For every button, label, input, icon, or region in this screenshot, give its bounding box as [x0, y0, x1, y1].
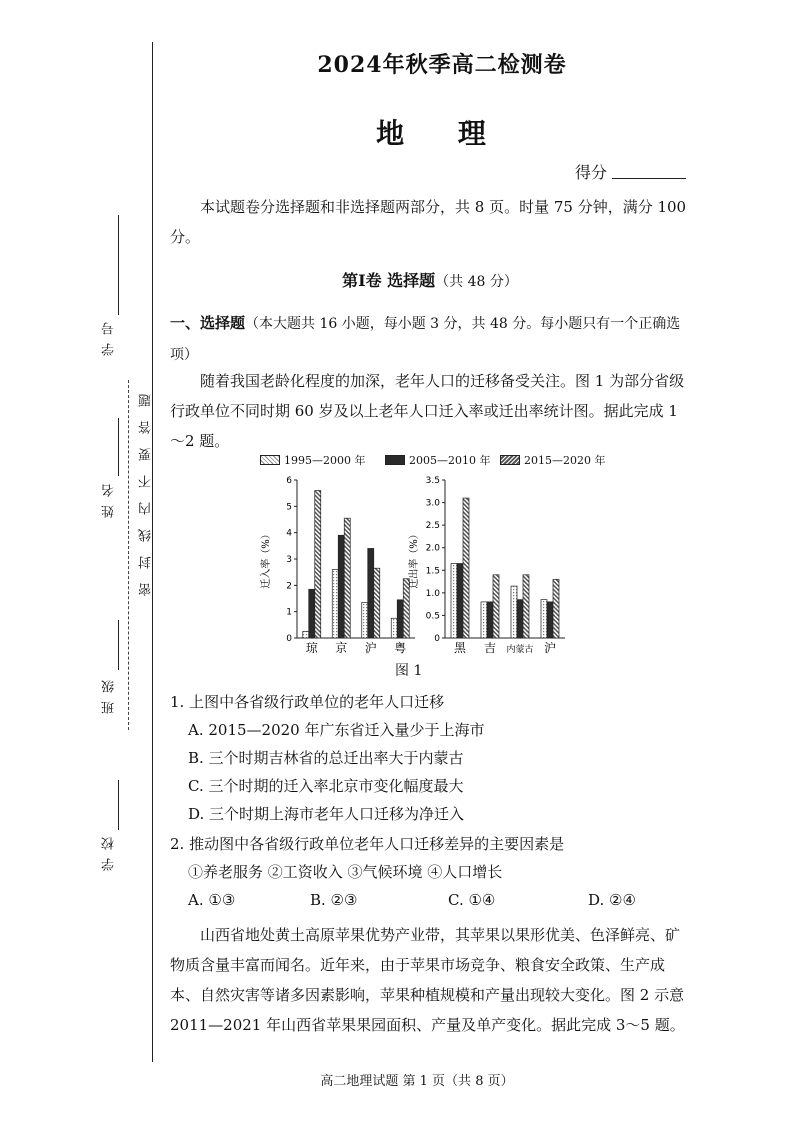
part1-desc: （本大题共 16 小题，每小题 3 分，共 48 分。每小题只有一个正确选项）: [170, 316, 681, 363]
legend-swatch-2: [385, 455, 405, 465]
part1-head: 一、选择题: [170, 314, 246, 332]
right-y-tick-label: 1.0: [425, 588, 440, 599]
name-label: 姓 名: [102, 482, 117, 519]
subject-title: 地 理: [376, 117, 508, 150]
school-label: 学 校: [102, 835, 117, 872]
right-bar-沪-1: [547, 602, 553, 638]
question-2-option-b[interactable]: B. ②③: [310, 891, 358, 909]
seal-dashed-line: [128, 380, 129, 730]
right-bar-内蒙古-2: [523, 575, 529, 638]
left-bar-沪-0: [362, 602, 368, 638]
left-category-label: 沪: [364, 641, 377, 655]
seal-notice: 密封线内不要答题: [139, 380, 154, 596]
right-category-label: 沪: [543, 641, 557, 655]
right-bar-黑-2: [463, 498, 469, 638]
page-footer: 高二地理试题 第 1 页（共 8 页）: [320, 1074, 514, 1089]
right-y-tick-label: 1.5: [425, 566, 440, 577]
left-y-tick-label: 4: [286, 528, 292, 539]
class-field[interactable]: [118, 620, 119, 670]
right-bar-吉-0: [481, 602, 487, 638]
question-2-stem: 2. 推动图中各省级行政单位老年人口迁移差异的主要因素是: [170, 835, 565, 853]
question-2-option-c[interactable]: C. ①④: [448, 891, 496, 909]
figure-caption: 图 1: [395, 663, 423, 679]
legend-label-1: 1995—2000 年: [284, 454, 366, 467]
right-bar-黑-0: [451, 564, 457, 638]
left-category-label: 京: [335, 641, 348, 655]
question-2-option-d[interactable]: D. ②④: [588, 891, 636, 909]
left-y-tick-label: 0: [286, 634, 292, 644]
left-y-tick-label: 1: [286, 607, 292, 618]
left-bar-京-1: [338, 535, 344, 638]
right-bar-沪-2: [553, 579, 559, 638]
right-y-tick-label: 3.0: [425, 498, 440, 509]
right-y-tick-label: 0: [434, 634, 440, 644]
section-heading: [170, 268, 690, 291]
exam-intro: 本试题卷分选择题和非选择题两部分，共 8 页。时量 75 分钟，满分 100 分。: [170, 198, 687, 246]
left-bar-粤-0: [391, 618, 397, 638]
left-bar-沪-2: [374, 568, 380, 638]
right-y-tick-label: 2.0: [425, 543, 440, 554]
left-y-axis-label: 迁入率（%）: [261, 529, 272, 589]
right-category-label: 吉: [483, 641, 497, 655]
legend-swatch-3: [500, 455, 520, 465]
question-1-option-a[interactable]: A. 2015—2020 年广东省迁入量少于上海市: [188, 721, 485, 739]
left-y-tick-label: 6: [286, 476, 292, 486]
material-2: 山西省地处黄土高原苹果优势产业带，其苹果以果形优美、色泽鲜亮、矿物质含量丰富而闻名。近年来，由于苹果市场竞争、粮食安全政策、生产成本、自然灾害等诸多因素影响，苹果种植规模和产量出现较大变化。图 2 示意 2011—2021 年山西省苹果果园面积、产量及单产变化。据此完成 3～5 题。: [170, 926, 685, 1034]
left-bar-琼-0: [303, 631, 309, 638]
left-y-tick-label: 3: [286, 555, 292, 565]
question-1-option-c[interactable]: C. 三个时期的迁入率北京市变化幅度最大: [188, 777, 464, 795]
question-1-stem: 1. 上图中各省级行政单位的老年人口迁移: [170, 693, 445, 711]
left-bar-京-0: [332, 570, 338, 638]
section-note: （共 48 分）: [435, 274, 518, 290]
left-bar-沪-1: [368, 548, 374, 638]
right-bar-沪-0: [541, 600, 547, 638]
right-bar-吉-2: [493, 575, 499, 638]
legend-label-3: 2015—2020 年: [524, 454, 606, 467]
right-y-tick-label: 3.5: [425, 476, 440, 486]
right-category-label: 黑: [453, 641, 467, 655]
left-y-tick-label: 2: [286, 581, 292, 592]
student-number-field[interactable]: [118, 215, 119, 315]
question-2-option-a[interactable]: A. ①③: [188, 891, 236, 909]
question-1-option-d[interactable]: D. 三个时期上海市老年人口迁移为净迁入: [188, 805, 465, 823]
student-number-label: 学 号: [102, 320, 117, 357]
right-bar-吉-1: [487, 602, 493, 638]
left-y-tick-label: 5: [286, 502, 292, 513]
left-category-label: 粤: [394, 641, 407, 655]
class-label: 班 级: [102, 678, 117, 715]
name-field[interactable]: [118, 418, 119, 476]
figure-1: [255, 452, 615, 662]
right-y-axis-label: 迁出率（%）: [409, 529, 420, 589]
left-bar-琼-1: [309, 589, 315, 638]
figure-1-svg: [255, 466, 615, 666]
score-field[interactable]: [612, 178, 686, 179]
right-bar-内蒙古-1: [517, 600, 523, 638]
right-y-tick-label: 0.5: [425, 611, 440, 622]
legend-swatch-1: [260, 455, 280, 465]
left-bar-粤-1: [397, 600, 403, 638]
material-1: 随着我国老龄化程度的加深，老年人口的迁移备受关注。图 1 为部分省级行政单位不同时期 60 岁及以上老年人口迁入率或迁出率统计图。据此完成 1～2 题。: [170, 372, 685, 450]
question-2-factors: ①养老服务 ②工资收入 ③气候环境 ④人口增长: [188, 863, 503, 881]
right-bar-黑-1: [457, 564, 463, 638]
left-category-label: 琼: [305, 641, 318, 655]
section-title: 第Ⅰ卷 选择题: [342, 271, 436, 290]
right-category-label: 内蒙古: [506, 645, 534, 655]
part1-heading: [170, 308, 690, 370]
legend-label-2: 2005—2010 年: [409, 454, 491, 467]
exam-title: 2024年秋季高二检测卷: [317, 52, 567, 78]
score-label: 得分: [575, 163, 608, 182]
school-field[interactable]: [118, 780, 119, 830]
left-bar-琼-2: [315, 491, 321, 638]
question-1-option-b[interactable]: B. 三个时期吉林省的总迁出率大于内蒙古: [188, 749, 464, 767]
right-y-tick-label: 2.5: [425, 521, 440, 532]
right-bar-内蒙古-0: [511, 586, 517, 638]
left-bar-京-2: [344, 518, 350, 638]
